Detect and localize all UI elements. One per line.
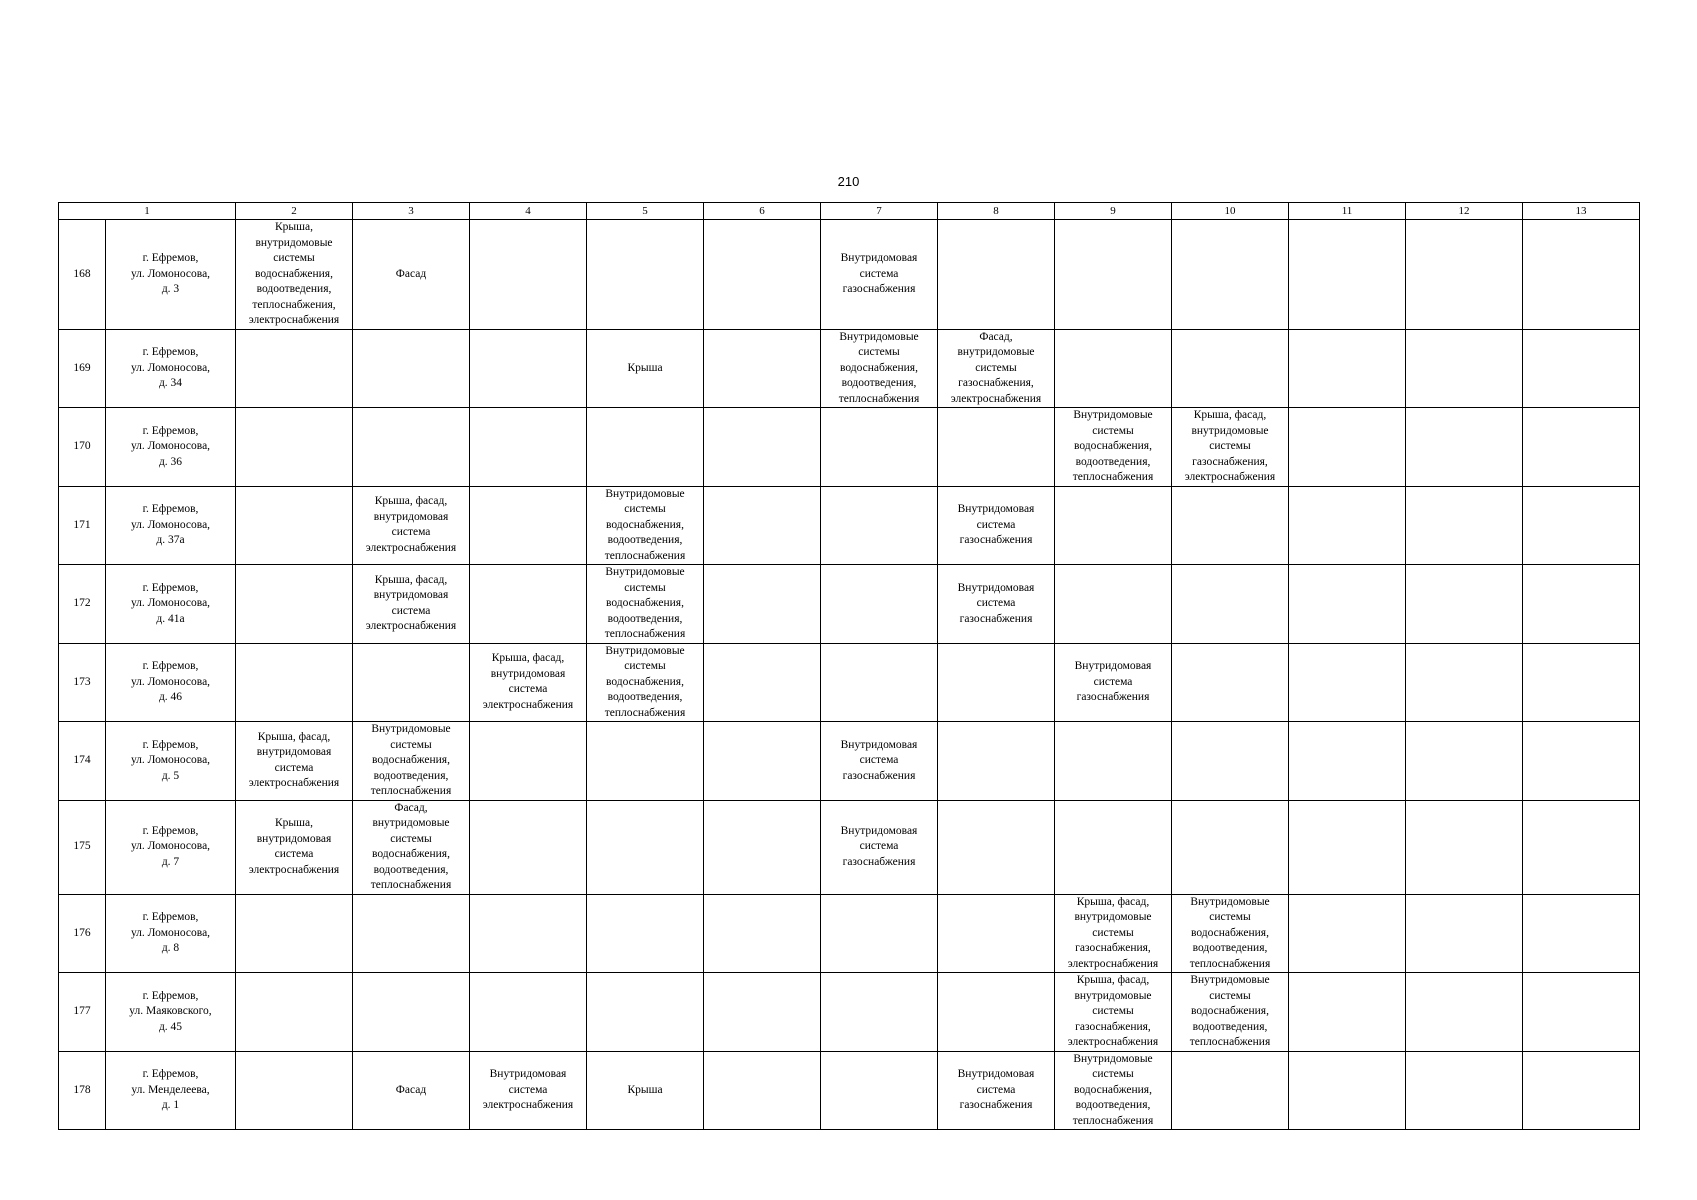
work-cell-col-7 <box>821 1051 938 1130</box>
work-cell-col-5 <box>587 329 704 408</box>
work-cell-col-8-text: Внутридомовая система газоснабжения <box>957 1068 1035 1111</box>
table-row <box>59 565 1640 644</box>
address-cell-text: г. Ефремов, ул. Маяковского, д. 45 <box>129 989 212 1033</box>
work-cell-col-3-text: Крыша, фасад, внутридомовая система электроснабжения <box>365 495 457 554</box>
work-cell-col-13 <box>1523 329 1640 408</box>
work-cell-col-5 <box>587 800 704 894</box>
work-cell-col-5-text: Внутридомовые системы водоснабжения, водоотведения, теплоснабжения <box>604 644 686 719</box>
work-cell-col-5-text: Крыша <box>627 1083 663 1096</box>
work-cell-col-12 <box>1406 722 1523 801</box>
address-cell-text: г. Ефремов, ул. Ломоносова, д. 34 <box>130 346 211 389</box>
work-cell-col-7 <box>821 220 938 330</box>
column-header-1: 1 <box>59 203 236 220</box>
work-cell-col-2 <box>236 722 353 801</box>
work-cell-col-3 <box>353 329 470 408</box>
work-cell-col-3 <box>353 973 470 1052</box>
address-cell <box>106 722 236 801</box>
work-cell-col-5 <box>587 1051 704 1130</box>
work-cell-col-3 <box>353 800 470 894</box>
work-cell-col-5 <box>587 722 704 801</box>
table-row <box>59 800 1640 894</box>
work-cell-col-9-text: Внутридомовые системы водоснабжения, водоотведения, теплоснабжения <box>1072 1052 1154 1127</box>
work-cell-col-13 <box>1523 894 1640 973</box>
work-cell-col-7 <box>821 800 938 894</box>
work-cell-col-2 <box>236 486 353 565</box>
work-cell-col-2 <box>236 800 353 894</box>
column-header-8: 8 <box>938 203 1055 220</box>
address-cell <box>106 643 236 722</box>
work-cell-col-6 <box>704 486 821 565</box>
work-cell-col-10 <box>1172 565 1289 644</box>
column-header-10: 10 <box>1172 203 1289 220</box>
address-cell <box>106 894 236 973</box>
address-cell-text: г. Ефремов, ул. Ломоносова, д. 8 <box>130 911 211 954</box>
address-cell-text: г. Ефремов, ул. Ломоносова, д. 41а <box>130 581 211 625</box>
work-cell-col-9 <box>1055 486 1172 565</box>
work-cell-col-13 <box>1523 722 1640 801</box>
work-cell-col-9 <box>1055 800 1172 894</box>
work-cell-col-7-text: Внутридомовая система газоснабжения <box>840 252 918 295</box>
work-cell-col-8 <box>938 894 1055 973</box>
work-cell-col-4-text: Крыша, фасад, внутридомовая система электроснабжения <box>482 652 574 711</box>
work-cell-col-8 <box>938 329 1055 408</box>
address-cell <box>106 565 236 644</box>
work-cell-col-7-text: Внутридомовые системы водоснабжения, водоотведения, теплоснабжения <box>838 330 920 405</box>
work-cell-col-4 <box>470 220 587 330</box>
work-cell-col-6 <box>704 408 821 487</box>
work-cell-col-11 <box>1289 329 1406 408</box>
work-cell-col-8 <box>938 565 1055 644</box>
page-number: 210 <box>837 174 860 189</box>
work-cell-col-4 <box>470 408 587 487</box>
work-cell-col-9 <box>1055 220 1172 330</box>
work-cell-col-7 <box>821 329 938 408</box>
work-cell-col-2-text: Крыша, внутридомовая система электроснабжения <box>248 817 340 876</box>
work-cell-col-11 <box>1289 643 1406 722</box>
work-cell-col-13 <box>1523 408 1640 487</box>
work-cell-col-9 <box>1055 973 1172 1052</box>
work-cell-col-5 <box>587 408 704 487</box>
work-cell-col-9-text: Крыша, фасад, внутридомовые системы газоснабжения, электроснабжения <box>1067 895 1159 970</box>
work-cell-col-6 <box>704 722 821 801</box>
work-cell-col-5 <box>587 486 704 565</box>
work-cell-col-8-text: Внутридомовая система газоснабжения <box>957 581 1035 625</box>
row-number-cell-text: 176 <box>73 926 91 939</box>
work-cell-col-8 <box>938 486 1055 565</box>
work-cell-col-8 <box>938 800 1055 894</box>
work-cell-col-9 <box>1055 408 1172 487</box>
row-number-cell-text: 174 <box>73 754 91 766</box>
work-cell-col-10 <box>1172 329 1289 408</box>
address-cell-text: г. Ефремов, ул. Ломоносова, д. 36 <box>130 424 211 468</box>
table-row <box>59 1051 1640 1130</box>
work-cell-col-10 <box>1172 722 1289 801</box>
work-cell-col-4 <box>470 565 587 644</box>
work-cell-col-4 <box>470 722 587 801</box>
work-cell-col-3 <box>353 408 470 487</box>
column-header-5: 5 <box>587 203 704 220</box>
table-row <box>59 329 1640 408</box>
work-cell-col-12 <box>1406 1051 1523 1130</box>
row-number-cell <box>59 643 106 722</box>
row-number-cell-text: 172 <box>73 597 91 609</box>
row-number-cell <box>59 565 106 644</box>
work-cell-col-12 <box>1406 894 1523 973</box>
work-cell-col-3-text: Фасад <box>395 267 427 280</box>
table-row <box>59 408 1640 487</box>
work-cell-col-4 <box>470 486 587 565</box>
work-cell-col-8 <box>938 220 1055 330</box>
work-cell-col-2 <box>236 1051 353 1130</box>
work-cell-col-12 <box>1406 220 1523 330</box>
work-cell-col-6 <box>704 973 821 1052</box>
work-cell-col-9 <box>1055 643 1172 722</box>
work-cell-col-10 <box>1172 220 1289 330</box>
work-cell-col-12 <box>1406 408 1523 487</box>
address-cell <box>106 408 236 487</box>
row-number-cell-text: 170 <box>73 440 91 452</box>
work-cell-col-8 <box>938 643 1055 722</box>
work-cell-col-13 <box>1523 565 1640 644</box>
address-cell-text: г. Ефремов, ул. Ломоносова, д. 37а <box>130 503 211 546</box>
work-cell-col-2 <box>236 973 353 1052</box>
work-cell-col-10 <box>1172 973 1289 1052</box>
table-row <box>59 220 1640 330</box>
column-header-4: 4 <box>470 203 587 220</box>
work-cell-col-9 <box>1055 722 1172 801</box>
work-cell-col-10 <box>1172 408 1289 487</box>
work-cell-col-11 <box>1289 722 1406 801</box>
work-cell-col-9 <box>1055 329 1172 408</box>
work-cell-col-12 <box>1406 486 1523 565</box>
work-cell-col-7-text: Внутридомовая система газоснабжения <box>840 824 918 868</box>
row-number-cell-text: 173 <box>73 675 91 688</box>
work-cell-col-9 <box>1055 894 1172 973</box>
work-cell-col-10 <box>1172 894 1289 973</box>
work-cell-col-10-text: Внутридомовые системы водоснабжения, водоотведения, теплоснабжения <box>1189 895 1271 970</box>
work-cell-col-13 <box>1523 973 1640 1052</box>
work-cell-col-13 <box>1523 220 1640 330</box>
work-cell-col-6 <box>704 565 821 644</box>
work-cell-col-2 <box>236 894 353 973</box>
work-cell-col-3 <box>353 1051 470 1130</box>
work-cell-col-12 <box>1406 800 1523 894</box>
work-cell-col-8 <box>938 1051 1055 1130</box>
row-number-cell <box>59 722 106 801</box>
work-cell-col-5-text: Внутридомовые системы водоснабжения, водоотведения, теплоснабжения <box>604 566 686 640</box>
row-number-cell <box>59 408 106 487</box>
address-cell-text: г. Ефремов, ул. Менделеева, д. 1 <box>131 1068 210 1111</box>
work-cell-col-3-text: Фасад, внутридомовые системы водоснабжения, водоотведения, теплоснабжения <box>370 801 452 891</box>
work-cell-col-7 <box>821 973 938 1052</box>
address-cell-text: г. Ефремов, ул. Ломоносова, д. 46 <box>130 660 211 703</box>
row-number-cell <box>59 800 106 894</box>
work-cell-col-4 <box>470 1051 587 1130</box>
work-cell-col-2-text: Крыша, фасад, внутридомовая система электроснабжения <box>248 730 340 790</box>
row-number-cell <box>59 329 106 408</box>
work-cell-col-12 <box>1406 565 1523 644</box>
work-cell-col-11 <box>1289 565 1406 644</box>
address-cell-text: г. Ефремов, ул. Ломоносова, д. 7 <box>130 824 211 868</box>
work-cell-col-13 <box>1523 643 1640 722</box>
work-cell-col-7-text: Внутридомовая система газоснабжения <box>840 738 918 782</box>
column-header-3: 3 <box>353 203 470 220</box>
column-header-11: 11 <box>1289 203 1406 220</box>
work-cell-col-9 <box>1055 1051 1172 1130</box>
work-cell-col-2 <box>236 220 353 330</box>
table-row <box>59 722 1640 801</box>
work-cell-col-3 <box>353 643 470 722</box>
row-number-cell <box>59 220 106 330</box>
table-row <box>59 486 1640 565</box>
work-cell-col-7 <box>821 408 938 487</box>
work-cell-col-4 <box>470 973 587 1052</box>
work-cell-col-13 <box>1523 800 1640 894</box>
work-cell-col-8-text: Внутридомовая система газоснабжения <box>957 503 1035 546</box>
row-number-cell-text: 168 <box>73 267 91 280</box>
work-cell-col-2-text: Крыша, внутридомовые системы водоснабжения, водоотведения, теплоснабжения, электроснабжения <box>248 221 340 326</box>
table-row <box>59 973 1640 1052</box>
row-number-cell-text: 177 <box>73 1005 91 1017</box>
work-cell-col-10 <box>1172 643 1289 722</box>
column-header-9: 9 <box>1055 203 1172 220</box>
work-cell-col-10 <box>1172 1051 1289 1130</box>
column-header-2: 2 <box>236 203 353 220</box>
column-header-12: 12 <box>1406 203 1523 220</box>
work-cell-col-3 <box>353 486 470 565</box>
work-cell-col-8 <box>938 722 1055 801</box>
column-header-7: 7 <box>821 203 938 220</box>
work-cell-col-2 <box>236 565 353 644</box>
work-cell-col-11 <box>1289 1051 1406 1130</box>
column-header-6: 6 <box>704 203 821 220</box>
work-cell-col-7 <box>821 643 938 722</box>
work-cell-col-3-text: Фасад <box>395 1083 427 1096</box>
work-cell-col-5 <box>587 894 704 973</box>
work-cell-col-7 <box>821 486 938 565</box>
work-cell-col-12 <box>1406 329 1523 408</box>
work-cell-col-11 <box>1289 800 1406 894</box>
address-cell-text: г. Ефремов, ул. Ломоносова, д. 5 <box>130 738 211 782</box>
work-cell-col-3-text: Внутридомовые системы водоснабжения, водоотведения, теплоснабжения <box>370 723 452 797</box>
work-cell-col-3 <box>353 220 470 330</box>
address-cell <box>106 1051 236 1130</box>
work-cell-col-12 <box>1406 973 1523 1052</box>
work-cell-col-4-text: Внутридомовая система электроснабжения <box>482 1068 574 1111</box>
address-cell <box>106 220 236 330</box>
work-cell-col-7 <box>821 565 938 644</box>
work-cell-col-6 <box>704 220 821 330</box>
work-cell-col-3-text: Крыша, фасад, внутридомовая система электроснабжения <box>365 573 457 633</box>
work-cell-col-5 <box>587 220 704 330</box>
work-cell-col-5 <box>587 643 704 722</box>
work-cell-col-13 <box>1523 1051 1640 1130</box>
work-cell-col-6 <box>704 894 821 973</box>
work-cell-col-9-text: Крыша, фасад, внутридомовые системы газоснабжения, электроснабжения <box>1067 974 1159 1048</box>
work-cell-col-9-text: Внутридомовые системы водоснабжения, водоотведения, теплоснабжения <box>1072 409 1154 483</box>
work-cell-col-3 <box>353 894 470 973</box>
work-cell-col-7 <box>821 722 938 801</box>
work-cell-col-11 <box>1289 973 1406 1052</box>
row-number-cell <box>59 973 106 1052</box>
work-cell-col-5-text: Крыша <box>627 361 663 374</box>
table-row <box>59 894 1640 973</box>
work-cell-col-8 <box>938 408 1055 487</box>
work-cell-col-13 <box>1523 486 1640 565</box>
address-cell <box>106 973 236 1052</box>
row-number-cell-text: 169 <box>73 361 91 374</box>
row-number-cell-text: 175 <box>73 840 91 853</box>
work-cell-col-2 <box>236 408 353 487</box>
work-cell-col-6 <box>704 1051 821 1130</box>
row-number-cell <box>59 894 106 973</box>
work-cell-col-11 <box>1289 894 1406 973</box>
work-cell-col-10-text: Внутридомовые системы водоснабжения, водоотведения, теплоснабжения <box>1189 974 1271 1048</box>
work-cell-col-2 <box>236 329 353 408</box>
row-number-cell-text: 171 <box>73 518 91 531</box>
work-cell-col-8 <box>938 973 1055 1052</box>
address-cell <box>106 486 236 565</box>
work-cell-col-7 <box>821 894 938 973</box>
work-cell-col-6 <box>704 643 821 722</box>
work-cell-col-10-text: Крыша, фасад, внутридомовые системы газоснабжения, электроснабжения <box>1184 409 1276 483</box>
work-cell-col-3 <box>353 565 470 644</box>
work-cell-col-11 <box>1289 220 1406 330</box>
work-cell-col-5 <box>587 973 704 1052</box>
work-cell-col-11 <box>1289 486 1406 565</box>
work-cell-col-10 <box>1172 486 1289 565</box>
work-cell-col-4 <box>470 643 587 722</box>
work-cell-col-6 <box>704 329 821 408</box>
work-cell-col-2 <box>236 643 353 722</box>
work-cell-col-4 <box>470 329 587 408</box>
work-cell-col-5 <box>587 565 704 644</box>
work-cell-col-8-text: Фасад, внутридомовые системы газоснабжения, электроснабжения <box>950 330 1042 405</box>
row-number-cell-text: 178 <box>73 1083 91 1096</box>
work-cell-col-5-text: Внутридомовые системы водоснабжения, водоотведения, теплоснабжения <box>604 487 686 562</box>
work-cell-col-9 <box>1055 565 1172 644</box>
work-cell-col-9-text: Внутридомовая система газоснабжения <box>1074 660 1152 703</box>
row-number-cell <box>59 1051 106 1130</box>
work-cell-col-4 <box>470 800 587 894</box>
table-row <box>59 643 1640 722</box>
column-header-13: 13 <box>1523 203 1640 220</box>
schedule-table <box>58 202 1640 1130</box>
work-cell-col-3 <box>353 722 470 801</box>
column-header-row <box>59 203 1640 220</box>
row-number-cell <box>59 486 106 565</box>
work-cell-col-10 <box>1172 800 1289 894</box>
address-cell <box>106 329 236 408</box>
work-cell-col-6 <box>704 800 821 894</box>
work-cell-col-12 <box>1406 643 1523 722</box>
address-cell <box>106 800 236 894</box>
address-cell-text: г. Ефремов, ул. Ломоносова, д. 3 <box>130 252 211 295</box>
work-cell-col-4 <box>470 894 587 973</box>
work-cell-col-11 <box>1289 408 1406 487</box>
